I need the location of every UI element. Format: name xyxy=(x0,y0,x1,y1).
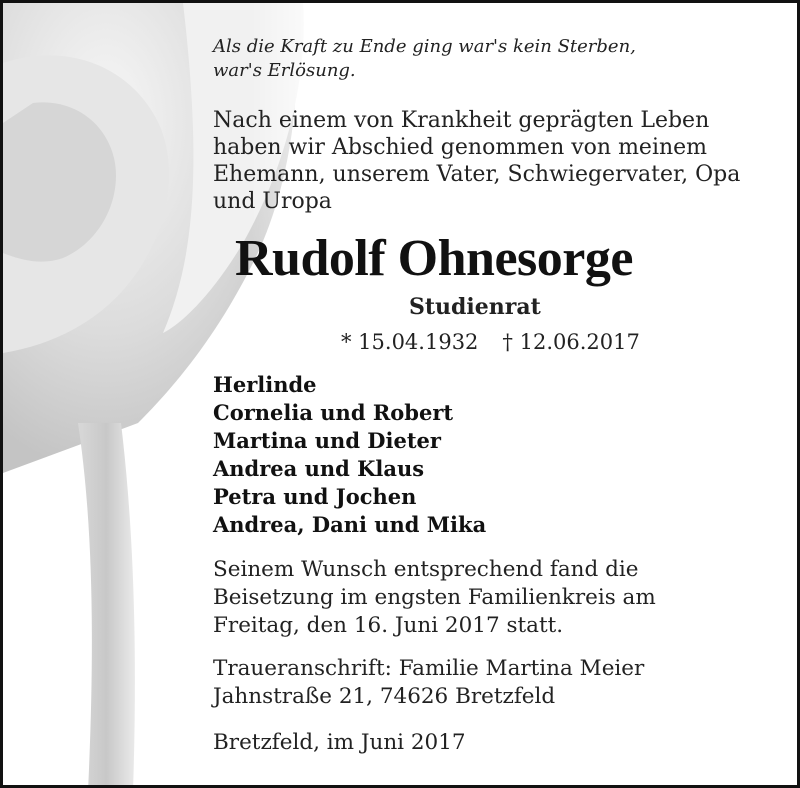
quote-block xyxy=(213,35,636,83)
deceased-title: Studienrat xyxy=(409,294,541,320)
mourning-address xyxy=(213,655,644,711)
burial-line: Freitag, den 16. Juni 2017 statt. xyxy=(213,613,564,638)
mourner-entry: Herlinde xyxy=(213,372,317,397)
mourner-entry: Andrea und Klaus xyxy=(213,456,425,481)
quote-line: war's Erlösung. xyxy=(213,60,356,81)
mourner-entry: Petra und Jochen xyxy=(213,484,417,509)
address-line: Traueranschrift: Familie Martina Meier xyxy=(213,656,645,681)
intro-line: Ehemann, unserem Vater, Schwiegervater, Opa xyxy=(213,162,741,187)
mourner-entry: Cornelia und Robert xyxy=(213,400,454,425)
deceased-name: Rudolf Ohnesorge xyxy=(235,230,633,287)
life-dates xyxy=(341,328,640,356)
burial-line: Seinem Wunsch entsprechend fand die xyxy=(213,557,639,582)
death-date: † 12.06.2017 xyxy=(502,330,640,354)
intro-block xyxy=(213,107,740,215)
mourner-entry: Martina und Dieter xyxy=(213,428,441,453)
mourner-entry: Andrea, Dani und Mika xyxy=(213,512,487,537)
intro-line: Nach einem von Krankheit geprägten Leben xyxy=(213,108,710,133)
intro-line: und Uropa xyxy=(213,189,332,214)
burial-line: Beisetzung im engsten Familienkreis am xyxy=(213,585,656,610)
burial-notice xyxy=(213,556,656,640)
mourners-list xyxy=(213,371,486,539)
quote-line: Als die Kraft zu Ende ging war's kein Sterben, xyxy=(213,36,636,57)
birth-date: * 15.04.1932 xyxy=(341,330,479,354)
address-line: Jahnstraße 21, 74626 Bretzfeld xyxy=(213,684,556,709)
place-date: Bretzfeld, im Juni 2017 xyxy=(213,730,466,755)
intro-line: haben wir Abschied genommen von meinem xyxy=(213,135,708,160)
